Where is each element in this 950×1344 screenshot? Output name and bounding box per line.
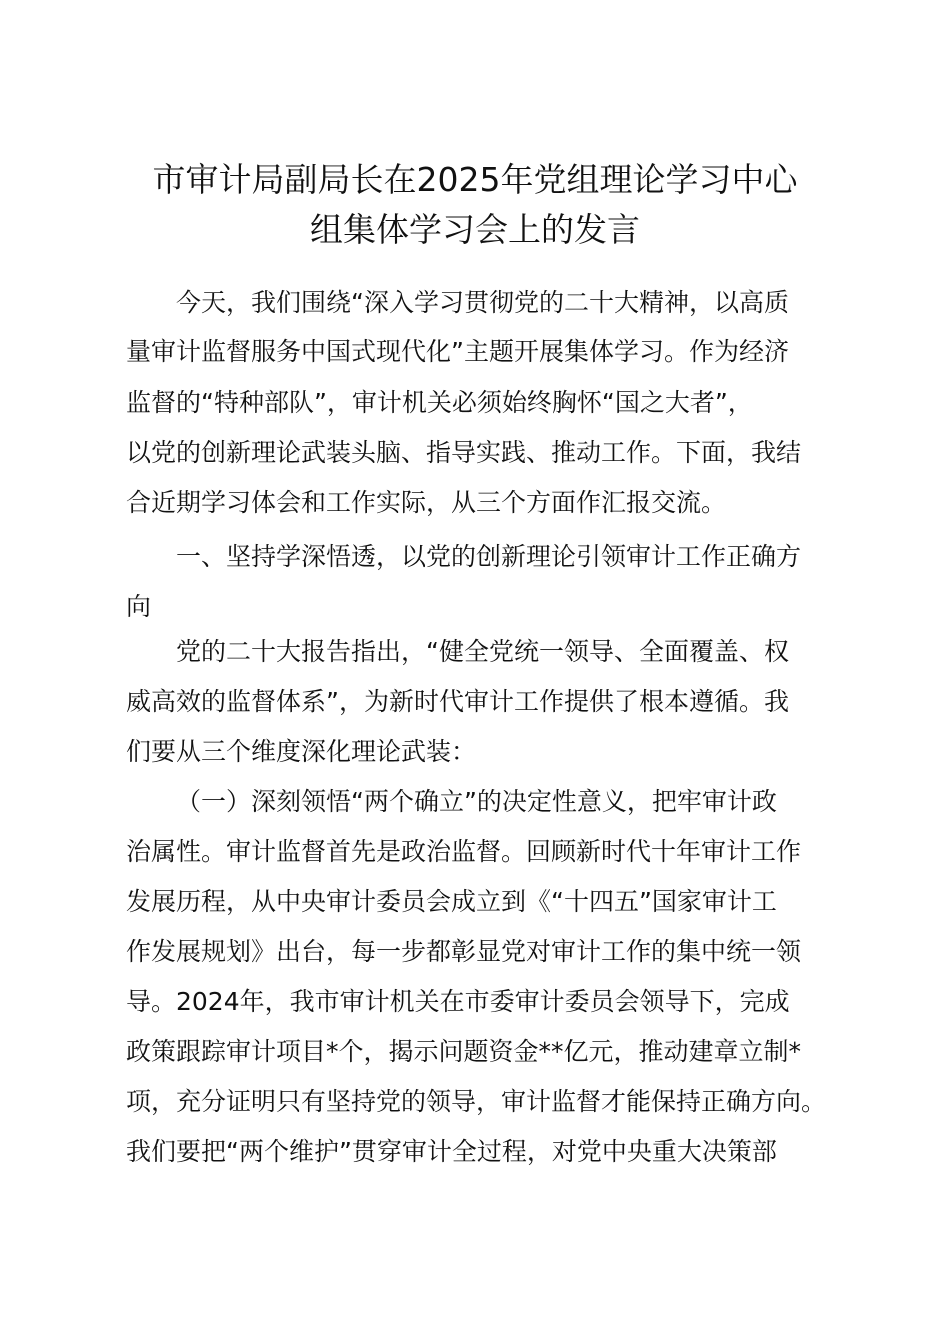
paragraph-line: 治属性。审计监督首先是政治监督。回顾新时代十年审计工作 <box>126 837 802 866</box>
paragraph-line: 发展历程，从中央审计委员会成立到《“十四五”国家审计工 <box>126 887 777 916</box>
paragraph-line: （一）深刻领悟“两个确立”的决定性意义，把牢审计政 <box>176 787 777 816</box>
paragraph-line: 项，充分证明只有坚持党的领导，审计监督才能保持正确方向。 <box>126 1087 827 1116</box>
document-title-line-2: 组集体学习会上的发言 <box>310 210 640 249</box>
paragraph-line: 监督的“特种部队”，审计机关必须始终胸怀“国之大者”， <box>126 388 753 417</box>
paragraph-line: 威高效的监督体系”，为新时代审计工作提供了根本遵循。我 <box>126 687 789 716</box>
paragraph-line: 党的二十大报告指出，“健全党统一领导、全面覆盖、权 <box>176 637 789 666</box>
paragraph-line: 以党的创新理论武装头脑、指导实践、推动工作。下面，我结 <box>126 438 802 467</box>
paragraph-line: 作发展规划》出台，每一步都彰显党对审计工作的集中统一领 <box>126 937 802 966</box>
paragraph-line: 合近期学习体会和工作实际，从三个方面作汇报交流。 <box>126 488 727 517</box>
paragraph-line: 今天，我们围绕“深入学习贯彻党的二十大精神，以高质 <box>176 288 789 317</box>
paragraph-line: 政策跟踪审计项目*个，揭示问题资金**亿元，推动建章立制* <box>126 1037 802 1066</box>
section-heading-line: 一、坚持学深悟透，以党的创新理论引领审计工作正确方 <box>176 542 802 571</box>
section-heading-line: 向 <box>126 592 152 621</box>
paragraph-line: 量审计监督服务中国式现代化”主题开展集体学习。作为经济 <box>126 337 789 366</box>
paragraph-line: 们要从三个维度深化理论武装： <box>126 737 477 766</box>
paragraph-line: 我们要把“两个维护”贯穿审计全过程，对党中央重大决策部 <box>126 1137 777 1166</box>
document-title-line-1: 市审计局副局长在2025年党组理论学习中心 <box>152 160 798 199</box>
paragraph-line: 导。2024年，我市审计机关在市委审计委员会领导下，完成 <box>126 987 790 1016</box>
